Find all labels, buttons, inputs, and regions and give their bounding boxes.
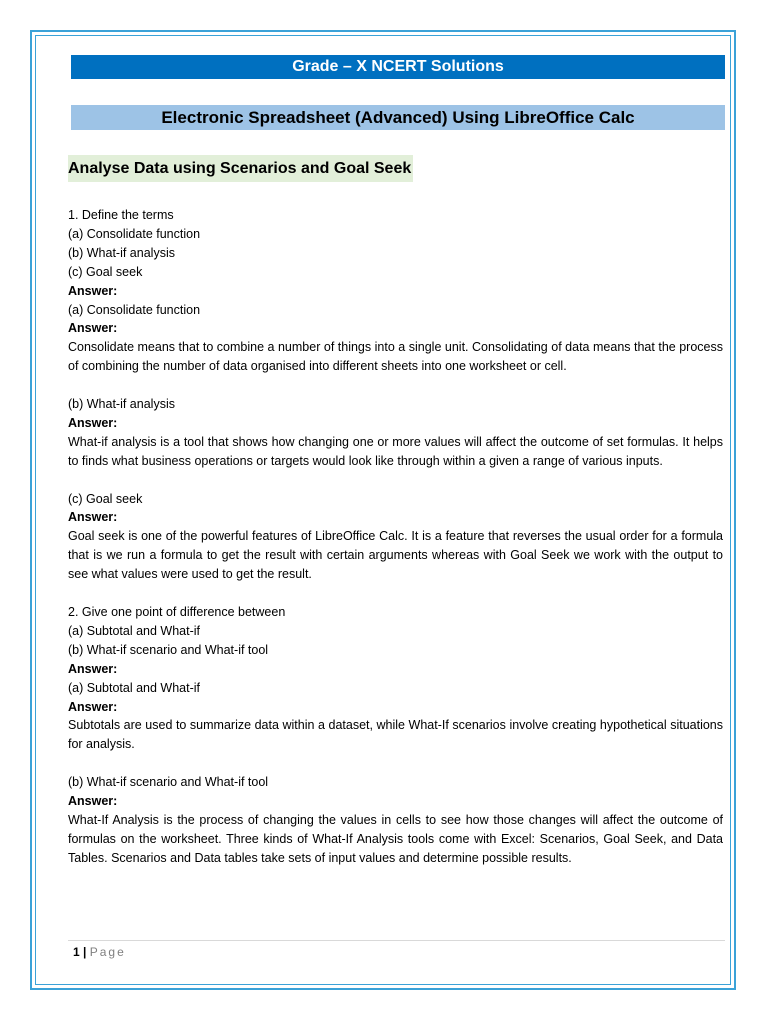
q1-part-c-title: (c) Goal seek bbox=[68, 491, 143, 506]
page-label: Page bbox=[89, 945, 126, 959]
q2-option-b: (b) What-if scenario and What-if tool bbox=[68, 642, 269, 657]
answer-label: Answer: bbox=[68, 283, 118, 298]
q1-part-a-title: (a) Consolidate function bbox=[68, 302, 201, 317]
document-title: Grade – X NCERT Solutions bbox=[71, 55, 725, 79]
answer-label: Answer: bbox=[68, 415, 118, 430]
q1-part-a-answer: Consolidate means that to combine a number of things into a single unit. Consolidating of data means that the process of combining the number of data organised into different sheets into one worksheet or cell. bbox=[68, 340, 723, 374]
footer-separator: | bbox=[83, 945, 87, 959]
q2-part-a-title: (a) Subtotal and What-if bbox=[68, 680, 201, 695]
answer-label: Answer: bbox=[68, 321, 118, 336]
question-2: 2. Give one point of difference between bbox=[68, 604, 286, 619]
section-heading: Analyse Data using Scenarios and Goal Seek bbox=[68, 155, 413, 182]
question-1: 1. Define the terms bbox=[68, 208, 174, 222]
document-body bbox=[68, 206, 723, 868]
answer-label: Answer: bbox=[68, 699, 118, 714]
footer-divider bbox=[68, 940, 725, 941]
paragraph-gap bbox=[68, 754, 723, 773]
paragraph-gap bbox=[68, 584, 723, 603]
page-number: 1 bbox=[73, 945, 80, 959]
page-footer bbox=[73, 944, 126, 960]
answer-label: Answer: bbox=[68, 794, 118, 809]
answer-label: Answer: bbox=[68, 510, 118, 525]
q2-part-b-answer: What-If Analysis is the process of changing the values in cells to see how those changes will affect the outcome of formulas on the worksheet. Three kinds of What-If Analysis tools come with Excel: Scenarios, Goal Seek, and Data Tables. Scenarios and Data tables take sets of input values and determine possible results. bbox=[68, 812, 723, 865]
q1-option-a: (a) Consolidate function bbox=[68, 226, 201, 241]
q1-option-b: (b) What-if analysis bbox=[68, 245, 175, 260]
q1-option-c: (c) Goal seek bbox=[68, 264, 143, 279]
document-subtitle: Electronic Spreadsheet (Advanced) Using LibreOffice Calc bbox=[71, 105, 725, 130]
q1-part-b-title: (b) What-if analysis bbox=[68, 397, 175, 412]
q2-part-b-title: (b) What-if scenario and What-if tool bbox=[68, 775, 269, 790]
answer-label: Answer: bbox=[68, 661, 118, 676]
q2-part-a-answer: Subtotals are used to summarize data within a dataset, while What-If scenarios involve creating hypothetical situations for analysis. bbox=[68, 718, 723, 752]
q2-option-a: (a) Subtotal and What-if bbox=[68, 623, 201, 638]
q1-part-c-answer: Goal seek is one of the powerful features of LibreOffice Calc. It is a feature that reverses the usual order for a formula that is we run a formula to get the result with certain arguments whereas with Goal Seek we work with the output to see what values were used to get the result. bbox=[68, 529, 723, 582]
q1-part-b-answer: What-if analysis is a tool that shows how changing one or more values will affect the outcome of set formulas. It helps to finds what business operations or targets would look like through within a given a range of various inputs. bbox=[68, 434, 723, 468]
paragraph-gap bbox=[68, 471, 723, 490]
paragraph-gap bbox=[68, 376, 723, 395]
